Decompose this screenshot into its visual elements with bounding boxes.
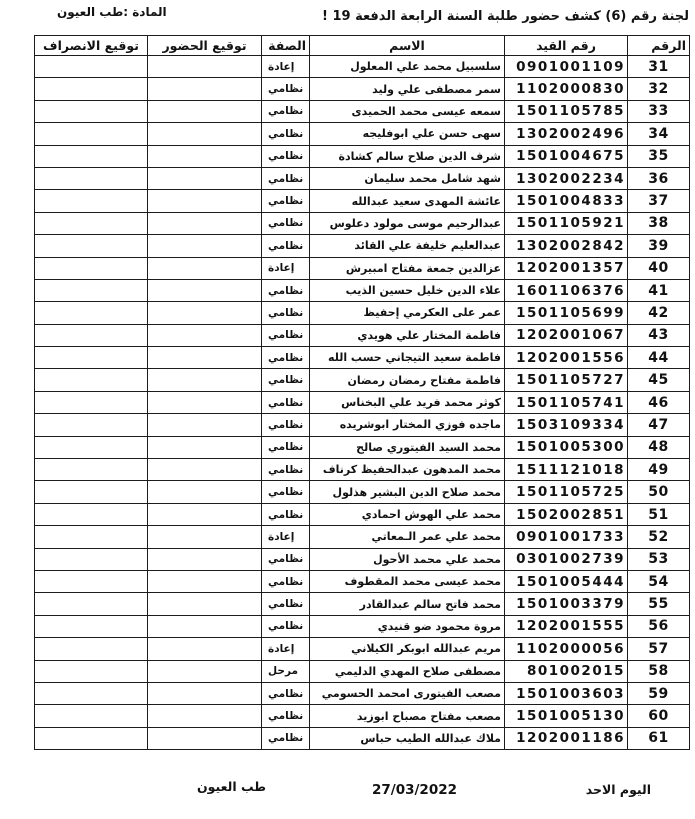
registration-number-cell: 1501105725 xyxy=(505,481,628,503)
registration-number-cell: 1202001067 xyxy=(505,324,628,346)
table-row xyxy=(35,123,690,145)
registration-number-cell: 1501003379 xyxy=(505,593,628,615)
registration-number-cell: 1502002851 xyxy=(505,503,628,525)
attendance-signature-cell xyxy=(148,369,262,391)
attendance-signature-cell xyxy=(148,347,262,369)
student-name-cell: محمد علي محمد الأحول xyxy=(310,548,505,570)
student-name-cell: علاء الدين خليل حسين الذيب xyxy=(310,279,505,301)
table-row xyxy=(35,235,690,257)
attendance-signature-cell xyxy=(148,302,262,324)
student-name-cell: مصعب الفيتورى امحمد الحسومي xyxy=(310,682,505,704)
attendance-signature-cell xyxy=(148,593,262,615)
subject-line: المادة :طب العيون xyxy=(57,5,167,19)
table-row xyxy=(35,347,690,369)
registration-number-cell: 1102000830 xyxy=(505,78,628,100)
departure-signature-cell xyxy=(35,324,148,346)
registration-number-cell: 1503109334 xyxy=(505,414,628,436)
table-row xyxy=(35,212,690,234)
attendance-signature-cell xyxy=(148,436,262,458)
student-name-cell: سمر مصطفى علي وليد xyxy=(310,78,505,100)
registration-number-cell: 1501004675 xyxy=(505,145,628,167)
registration-number-cell: 0901001733 xyxy=(505,526,628,548)
attendance-signature-cell xyxy=(148,78,262,100)
attendance-signature-cell xyxy=(148,638,262,660)
registration-number-cell: 1501005444 xyxy=(505,570,628,592)
student-name-cell: فاطمة المختار علي هويدي xyxy=(310,324,505,346)
status-cell: نظامي xyxy=(262,369,310,391)
table-row xyxy=(35,593,690,615)
registration-number-cell: 1102000056 xyxy=(505,638,628,660)
footer-date: 27/03/2022 xyxy=(372,782,458,798)
status-cell: إعادة xyxy=(262,56,310,78)
row-number-cell: 44 xyxy=(628,347,690,369)
registration-number-cell: 1302002234 xyxy=(505,167,628,189)
departure-signature-cell xyxy=(35,414,148,436)
status-cell: نظامي xyxy=(262,727,310,749)
status-cell: نظامي xyxy=(262,391,310,413)
attendance-signature-cell xyxy=(148,526,262,548)
registration-number-cell: 1302002496 xyxy=(505,123,628,145)
departure-signature-cell xyxy=(35,347,148,369)
registration-number-cell: 0901001109 xyxy=(505,56,628,78)
table-row xyxy=(35,526,690,548)
status-cell: نظامي xyxy=(262,682,310,704)
status-cell: نظامي xyxy=(262,548,310,570)
status-cell: نظامي xyxy=(262,570,310,592)
table-row xyxy=(35,436,690,458)
table-row xyxy=(35,324,690,346)
status-cell: نظامي xyxy=(262,459,310,481)
departure-signature-cell xyxy=(35,145,148,167)
row-number-cell: 59 xyxy=(628,682,690,704)
status-cell: إعادة xyxy=(262,526,310,548)
departure-signature-cell xyxy=(35,548,148,570)
header-name: الاسم xyxy=(310,36,505,56)
departure-signature-cell xyxy=(35,660,148,682)
departure-signature-cell xyxy=(35,369,148,391)
status-cell: نظامي xyxy=(262,347,310,369)
attendance-signature-cell xyxy=(148,123,262,145)
registration-number-cell: 1202001556 xyxy=(505,347,628,369)
row-number-cell: 50 xyxy=(628,481,690,503)
departure-signature-cell xyxy=(35,682,148,704)
departure-signature-cell xyxy=(35,235,148,257)
registration-number-cell: 801002015 xyxy=(505,660,628,682)
header-attendance-signature: توقيع الحضور xyxy=(148,36,262,56)
row-number-cell: 49 xyxy=(628,459,690,481)
attendance-signature-cell xyxy=(148,503,262,525)
table-row xyxy=(35,257,690,279)
departure-signature-cell xyxy=(35,459,148,481)
status-cell: نظامي xyxy=(262,324,310,346)
status-cell: نظامي xyxy=(262,302,310,324)
row-number-cell: 32 xyxy=(628,78,690,100)
header-status: الصفة xyxy=(262,36,310,56)
status-cell: نظامي xyxy=(262,235,310,257)
registration-number-cell: 1501003603 xyxy=(505,682,628,704)
row-number-cell: 41 xyxy=(628,279,690,301)
status-cell: نظامي xyxy=(262,593,310,615)
row-number-cell: 42 xyxy=(628,302,690,324)
student-name-cell: عمر على العكرمي إحفيظ xyxy=(310,302,505,324)
row-number-cell: 35 xyxy=(628,145,690,167)
table-row xyxy=(35,145,690,167)
table-row xyxy=(35,660,690,682)
table-row xyxy=(35,481,690,503)
table-row xyxy=(35,682,690,704)
row-number-cell: 38 xyxy=(628,212,690,234)
table-row xyxy=(35,391,690,413)
departure-signature-cell xyxy=(35,481,148,503)
departure-signature-cell xyxy=(35,212,148,234)
status-cell: نظامي xyxy=(262,705,310,727)
departure-signature-cell xyxy=(35,727,148,749)
attendance-signature-cell xyxy=(148,414,262,436)
registration-number-cell: 1501004833 xyxy=(505,190,628,212)
departure-signature-cell xyxy=(35,257,148,279)
registration-number-cell: 1511121018 xyxy=(505,459,628,481)
student-name-cell: فاطمة سعيد التيجاني حسب الله xyxy=(310,347,505,369)
row-number-cell: 61 xyxy=(628,727,690,749)
status-cell: إعادة xyxy=(262,638,310,660)
departure-signature-cell xyxy=(35,638,148,660)
table-row xyxy=(35,459,690,481)
student-name-cell: محمد صلاح الدين البشير هذلول xyxy=(310,481,505,503)
departure-signature-cell xyxy=(35,436,148,458)
departure-signature-cell xyxy=(35,302,148,324)
row-number-cell: 51 xyxy=(628,503,690,525)
row-number-cell: 54 xyxy=(628,570,690,592)
attendance-signature-cell xyxy=(148,548,262,570)
row-number-cell: 37 xyxy=(628,190,690,212)
student-name-cell: عزالدين جمعة مفتاح امبيرش xyxy=(310,257,505,279)
attendance-signature-cell xyxy=(148,167,262,189)
table-row xyxy=(35,570,690,592)
departure-signature-cell xyxy=(35,78,148,100)
row-number-cell: 55 xyxy=(628,593,690,615)
student-name-cell: فاطمة مفتاح رمضان رمضان xyxy=(310,369,505,391)
student-name-cell: عبدالرحيم موسى مولود دعلوس xyxy=(310,212,505,234)
student-name-cell: محمد المدهون عبدالحفيظ كرناف xyxy=(310,459,505,481)
departure-signature-cell xyxy=(35,615,148,637)
attendance-signature-cell xyxy=(148,615,262,637)
attendance-signature-cell xyxy=(148,257,262,279)
page-title: لجنة رقم (6) كشف حضور طلبة السنة الرابعة الدفعة 19 ! xyxy=(321,9,689,24)
row-number-cell: 33 xyxy=(628,100,690,122)
student-name-cell: محمد السيد الفيتوري صالح xyxy=(310,436,505,458)
student-name-cell: شهد شامل محمد سليمان xyxy=(310,167,505,189)
status-cell: نظامي xyxy=(262,167,310,189)
student-name-cell: محمد علي عمر الـمعاتي xyxy=(310,526,505,548)
attendance-signature-cell xyxy=(148,100,262,122)
student-name-cell: عبدالعليم خليفة علي القائد xyxy=(310,235,505,257)
departure-signature-cell xyxy=(35,100,148,122)
row-number-cell: 45 xyxy=(628,369,690,391)
registration-number-cell: 1501105699 xyxy=(505,302,628,324)
student-name-cell: سمعه عيسى محمد الحميدى xyxy=(310,100,505,122)
student-name-cell: مروة محمود ضو قنيدي xyxy=(310,615,505,637)
attendance-signature-cell xyxy=(148,459,262,481)
row-number-cell: 36 xyxy=(628,167,690,189)
attendance-signature-cell xyxy=(148,279,262,301)
registration-number-cell: 1302002842 xyxy=(505,235,628,257)
student-name-cell: مريم عبدالله ابوبكر الكيلاني xyxy=(310,638,505,660)
attendance-signature-cell xyxy=(148,570,262,592)
student-name-cell: مصعب مفتاح مصباح ابوزيد xyxy=(310,705,505,727)
table-row xyxy=(35,615,690,637)
attendance-signature-cell xyxy=(148,324,262,346)
status-cell: نظامي xyxy=(262,414,310,436)
table-row xyxy=(35,56,690,78)
departure-signature-cell xyxy=(35,705,148,727)
attendance-signature-cell xyxy=(148,145,262,167)
student-name-cell: عائشة المهدى سعيد عبدالله xyxy=(310,190,505,212)
student-name-cell: سلسبيل محمد علي المعلول xyxy=(310,56,505,78)
departure-signature-cell xyxy=(35,526,148,548)
table-row xyxy=(35,279,690,301)
attendance-table xyxy=(34,35,690,750)
row-number-cell: 46 xyxy=(628,391,690,413)
row-number-cell: 60 xyxy=(628,705,690,727)
status-cell: نظامي xyxy=(262,615,310,637)
student-name-cell: سهى حسن علي ابوفليجه xyxy=(310,123,505,145)
table-row xyxy=(35,503,690,525)
status-cell: نظامي xyxy=(262,145,310,167)
departure-signature-cell xyxy=(35,391,148,413)
registration-number-cell: 1202001357 xyxy=(505,257,628,279)
registration-number-cell: 1202001186 xyxy=(505,727,628,749)
attendance-signature-cell xyxy=(148,212,262,234)
row-number-cell: 58 xyxy=(628,660,690,682)
student-name-cell: شرف الدين صلاح سالم كشادة xyxy=(310,145,505,167)
row-number-cell: 31 xyxy=(628,56,690,78)
departure-signature-cell xyxy=(35,503,148,525)
departure-signature-cell xyxy=(35,123,148,145)
table-row xyxy=(35,705,690,727)
attendance-signature-cell xyxy=(148,190,262,212)
status-cell: نظامي xyxy=(262,212,310,234)
student-name-cell: محمد عيسى محمد المقطوف xyxy=(310,570,505,592)
registration-number-cell: 1501105741 xyxy=(505,391,628,413)
registration-number-cell: 1501105727 xyxy=(505,369,628,391)
registration-number-cell: 0301002739 xyxy=(505,548,628,570)
departure-signature-cell xyxy=(35,593,148,615)
registration-number-cell: 1601106376 xyxy=(505,279,628,301)
table-row xyxy=(35,190,690,212)
footer-subject: طب العيون xyxy=(197,779,267,794)
table-row xyxy=(35,100,690,122)
status-cell: نظامي xyxy=(262,190,310,212)
row-number-cell: 56 xyxy=(628,615,690,637)
attendance-signature-cell xyxy=(148,705,262,727)
status-cell: نظامي xyxy=(262,481,310,503)
footer-day: اليوم الاحد xyxy=(585,782,651,797)
attendance-signature-cell xyxy=(148,682,262,704)
registration-number-cell: 1501105921 xyxy=(505,212,628,234)
table-row xyxy=(35,167,690,189)
student-name-cell: محمد فاتح سالم عبدالقادر xyxy=(310,593,505,615)
status-cell: نظامي xyxy=(262,503,310,525)
attendance-signature-cell xyxy=(148,660,262,682)
status-cell: نظامي xyxy=(262,100,310,122)
departure-signature-cell xyxy=(35,279,148,301)
row-number-cell: 47 xyxy=(628,414,690,436)
status-cell: نظامي xyxy=(262,123,310,145)
header-number: الرقم xyxy=(628,36,690,56)
table-body xyxy=(35,56,690,750)
attendance-signature-cell xyxy=(148,391,262,413)
status-cell: إعادة xyxy=(262,257,310,279)
status-cell: نظامي xyxy=(262,78,310,100)
row-number-cell: 34 xyxy=(628,123,690,145)
table-row xyxy=(35,414,690,436)
header-departure-signature: توقيع الانصراف xyxy=(35,36,148,56)
row-number-cell: 43 xyxy=(628,324,690,346)
table-row xyxy=(35,369,690,391)
student-name-cell: ملاك عبدالله الطيب حباس xyxy=(310,727,505,749)
registration-number-cell: 1202001555 xyxy=(505,615,628,637)
row-number-cell: 39 xyxy=(628,235,690,257)
header-registration: رقم القيد xyxy=(505,36,628,56)
attendance-signature-cell xyxy=(148,235,262,257)
row-number-cell: 48 xyxy=(628,436,690,458)
departure-signature-cell xyxy=(35,167,148,189)
departure-signature-cell xyxy=(35,190,148,212)
table-row xyxy=(35,548,690,570)
table-header-row xyxy=(35,36,690,56)
table-row xyxy=(35,78,690,100)
student-name-cell: محمد علي الهوش احمادي xyxy=(310,503,505,525)
status-cell: مرحل xyxy=(262,660,310,682)
row-number-cell: 40 xyxy=(628,257,690,279)
departure-signature-cell xyxy=(35,56,148,78)
row-number-cell: 53 xyxy=(628,548,690,570)
student-name-cell: ماجده فوزي المختار ابوشريده xyxy=(310,414,505,436)
student-name-cell: مصطفى صلاح المهدي الدليمي xyxy=(310,660,505,682)
table-row xyxy=(35,638,690,660)
row-number-cell: 52 xyxy=(628,526,690,548)
registration-number-cell: 1501005130 xyxy=(505,705,628,727)
attendance-signature-cell xyxy=(148,727,262,749)
status-cell: نظامي xyxy=(262,279,310,301)
registration-number-cell: 1501105785 xyxy=(505,100,628,122)
departure-signature-cell xyxy=(35,570,148,592)
registration-number-cell: 1501005300 xyxy=(505,436,628,458)
attendance-signature-cell xyxy=(148,56,262,78)
row-number-cell: 57 xyxy=(628,638,690,660)
status-cell: نظامي xyxy=(262,436,310,458)
student-name-cell: كوثر محمد فريد علي البخناس xyxy=(310,391,505,413)
table-row xyxy=(35,727,690,749)
attendance-signature-cell xyxy=(148,481,262,503)
table-row xyxy=(35,302,690,324)
